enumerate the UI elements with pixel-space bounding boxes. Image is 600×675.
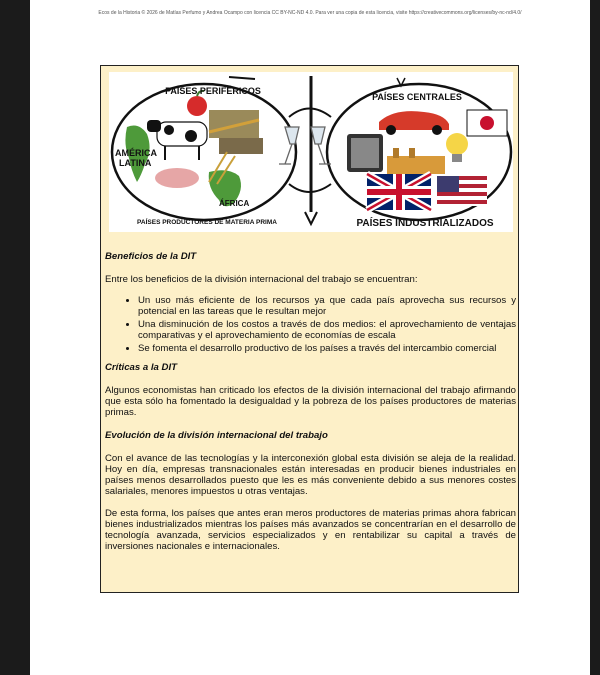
factory-icon <box>387 148 445 174</box>
criticas-text: Algunos economistas han criticado los efectos de la división internacional del trabajo afirmando que esta sólo ha fomentado la desigualdad y la pobreza de los países productores de materias primas. <box>105 385 516 418</box>
oil-pump-icon <box>219 138 263 154</box>
beneficios-intro: Entre los beneficios de la división internacional del trabajo se encuentran: <box>105 274 418 285</box>
wine-glasses-icon <box>279 127 331 164</box>
dit-illustration <box>109 72 513 232</box>
left-title: PAÍSES PERIFÉRICOS <box>165 86 261 96</box>
right-caption: PAÍSES INDUSTRIALIZADOS <box>356 218 494 229</box>
list-item: • Un uso más eficiente de los recursos ya que cada país aprovecha sus recursos y potencial en las tareas que le resultan mejor <box>138 295 516 317</box>
left-caption: PAÍSES PRODUCTORES DE MATERIA PRIMA <box>137 219 277 226</box>
usa-flag-icon <box>437 176 487 206</box>
tablet-icon <box>347 134 383 172</box>
america-label-2: LATINA <box>119 158 152 168</box>
arrow-down-icon <box>305 212 317 224</box>
america-label-1: AMÉRICA <box>115 148 157 158</box>
car-icon <box>379 111 449 135</box>
criticas-heading: Críticas a la DIT <box>105 362 177 373</box>
pig-icon <box>155 168 199 188</box>
africa-label: ÁFRICA <box>219 199 250 208</box>
illustration-svg <box>109 72 513 232</box>
beneficios-heading: Beneficios de la DIT <box>105 251 197 262</box>
content-text <box>105 251 516 552</box>
japan-flag-icon <box>467 110 507 136</box>
content-box <box>100 65 519 593</box>
list-item: • Se fomenta el desarrollo productivo de los países a través del intercambio comercial <box>138 343 516 354</box>
uk-flag-icon <box>367 174 431 210</box>
lightbulb-icon <box>446 133 468 162</box>
license-header: Ecos de la Historia © 2026 de Matías Perfumo y Andrea Ocampo con licencia CC BY-NC-ND 4.0. Para ver una copia de esta licencia, visite https://creativecommons.org/licenses/by-nc-nd/4.0/ <box>98 10 522 16</box>
list-item: • Una disminución de los costos a través de dos medios: el aprovechamiento de ventajas comparativas y el aprovechamiento de economías de escala <box>138 319 516 341</box>
beneficios-list <box>105 295 516 354</box>
right-title: PAÍSES CENTRALES <box>372 92 462 102</box>
evolucion-paragraph-1: Con el avance de las tecnologías y la interconexión global esta división se aleja de la realidad. Hoy en día, empresas transnacionales están interesadas en producir bienes industriales en países menos desarrollados puesto que les es más conveniente debido a sus menores costes salariales, menores impuestos u otras ventajas. <box>105 453 516 497</box>
evolucion-heading: Evolución de la división internacional del trabajo <box>105 430 328 441</box>
mining-machine-icon <box>209 110 259 138</box>
evolucion-paragraph-2: De esta forma, los países que antes eran meros productores de materias primas ahora fabrican bienes industrializados mientras los países más avanzados se concentrarían en el desarrollo de tecnología avanzada, servicios especializados y en rentabilizar su capital a través de inversiones nacionales e internacionales. <box>105 508 516 552</box>
document-page <box>30 0 590 675</box>
